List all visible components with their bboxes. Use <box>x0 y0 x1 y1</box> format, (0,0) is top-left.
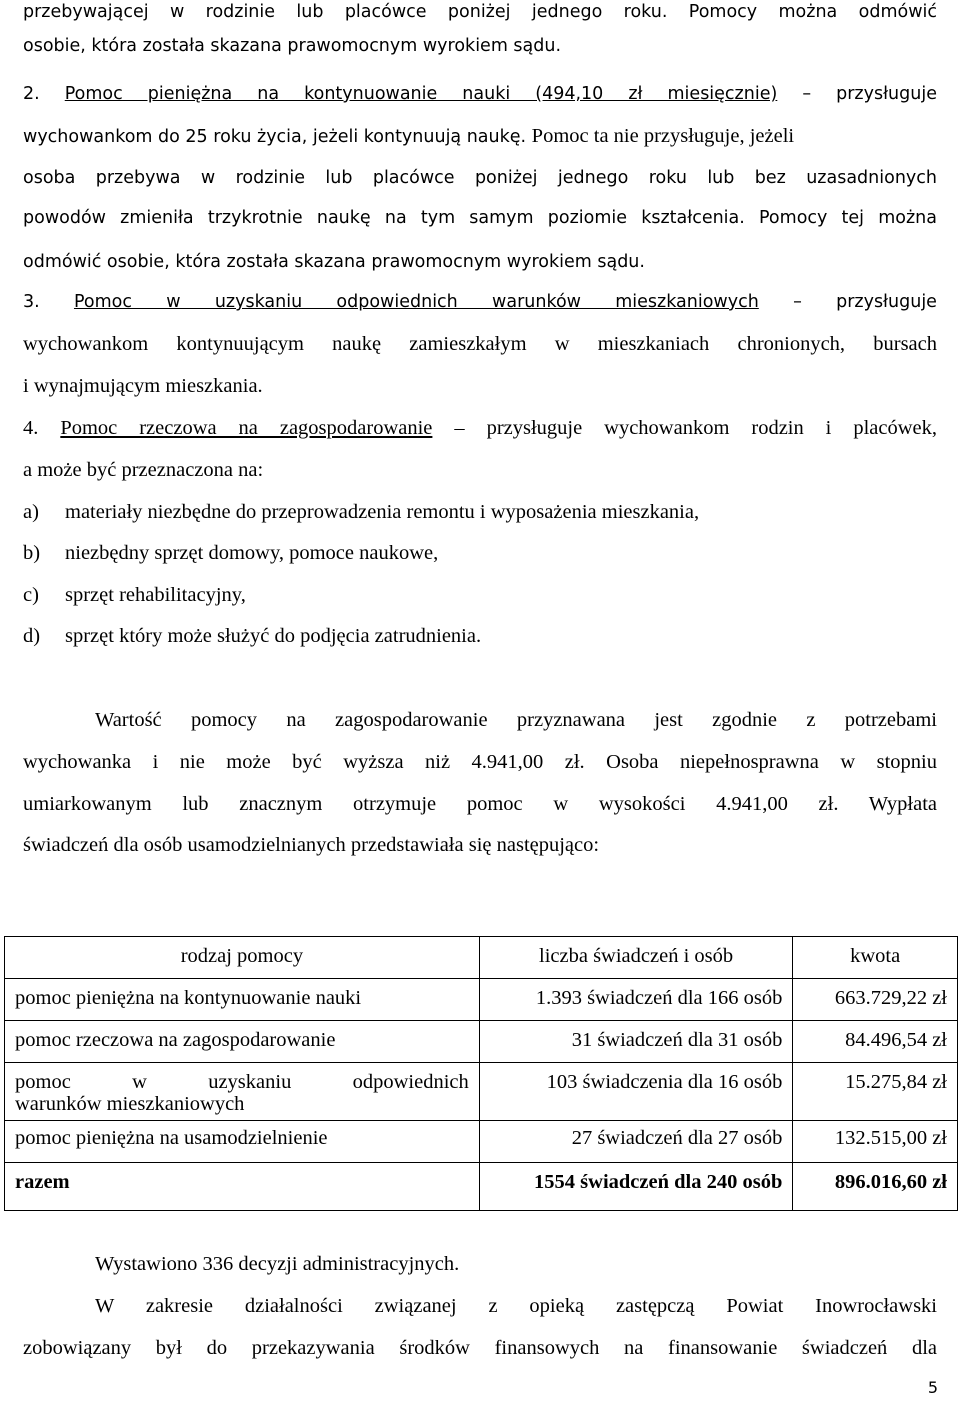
total-amount: 896.016,60 zł <box>793 1163 958 1211</box>
text-line: świadczeń dla osób usamodzielnianych przedstawiała się następująco: <box>23 834 600 856</box>
cell-line: warunków mieszkaniowych <box>15 1093 245 1115</box>
table-cell: pomoc pieniężna na usamodzielnienie <box>5 1121 480 1163</box>
text-line: i wynajmującym mieszkania. <box>23 375 263 397</box>
list-item <box>23 541 438 565</box>
list-marker: a) <box>23 501 39 523</box>
table-row <box>5 1063 958 1121</box>
em-dash: – <box>454 417 465 439</box>
text-segment: Pomoc ta nie przysługuje, jeżeli <box>531 125 795 147</box>
list-item <box>23 500 699 524</box>
table-cell: pomoc pieniężna na kontynuowanie nauki <box>5 979 480 1021</box>
table-cell: 84.496,54 zł <box>793 1021 958 1063</box>
list-marker: c) <box>23 584 39 606</box>
table-row <box>5 1121 958 1163</box>
table-row <box>5 979 958 1021</box>
item-number: 3. <box>23 292 40 312</box>
table-cell: 132.515,00 zł <box>793 1121 958 1163</box>
item-4-line <box>23 416 937 440</box>
text-line: wychowanka i nie może być wyższa niż 4.941,00 zł. Osoba niepełnosprawna w stopniu <box>23 751 937 773</box>
table-cell: 27 świadczeń dla 27 osób <box>479 1121 793 1163</box>
text-segment: wychowankom do 25 roku życia, jeżeli kontynuują naukę. <box>23 127 527 147</box>
item-3-line <box>23 290 937 314</box>
item-text: przysługuje wychowankom rodzin i placówek, <box>486 417 938 439</box>
table-row <box>5 1021 958 1063</box>
table-cell <box>5 1063 480 1121</box>
column-header: kwota <box>793 937 958 979</box>
table-cell: 31 świadczeń dla 31 osób <box>479 1021 793 1063</box>
text-line: umiarkowanym lub znacznym otrzymuje pomoc w wysokości 4.941,00 zł. Wypłata <box>23 793 937 815</box>
list-text: sprzęt który może służyć do podjęcia zatrudnienia. <box>65 625 482 647</box>
text-line: powodów zmieniła trzykrotnie naukę na tym samym poziomie kształcenia. Pomocy tej można <box>23 208 937 228</box>
list-text: materiały niezbędne do przeprowadzenia remontu i wyposażenia mieszkania, <box>65 501 700 523</box>
total-label: razem <box>5 1163 480 1211</box>
list-marker: d) <box>23 625 41 647</box>
text-line: odmówić osobie, która została skazana prawomocnym wyrokiem sądu. <box>23 252 645 272</box>
text-line: Wystawiono 336 decyzji administracyjnych. <box>95 1253 460 1275</box>
text-line: wychowankom kontynuującym naukę zamieszkałym w mieszkaniach chronionych, bursach <box>23 333 937 355</box>
list-item <box>23 624 481 648</box>
item-2-title: Pomoc pieniężna na kontynuowanie nauki (494,10 zł miesięcznie) <box>64 84 778 104</box>
table-total-row <box>5 1163 958 1211</box>
total-count: 1554 świadczeń dla 240 osób <box>479 1163 793 1211</box>
text-line: W zakresie działalności związanej z opieką zastępczą Powiat Inowrocławski <box>95 1295 937 1317</box>
table-header-row <box>5 937 958 979</box>
text-line: osobie, która została skazana prawomocnym wyrokiem sądu. <box>23 36 562 56</box>
text-line: Wartość pomocy na zagospodarowanie przyznawana jest zgodnie z potrzebami <box>95 709 937 731</box>
list-text: sprzęt rehabilitacyjny, <box>65 584 246 606</box>
item-3-title: Pomoc w uzyskaniu odpowiednich warunków mieszkaniowych <box>73 292 759 312</box>
em-dash: – <box>802 84 812 104</box>
page-number: 5 <box>927 1378 938 1397</box>
list-item <box>23 583 246 607</box>
column-header: liczba świadczeń i osób <box>479 937 793 979</box>
item-text: przysługuje <box>836 84 937 104</box>
table-cell: 103 świadczenia dla 16 osób <box>479 1063 793 1121</box>
em-dash: – <box>793 292 802 312</box>
text-line: a może być przeznaczona na: <box>23 459 264 481</box>
table-cell: pomoc rzeczowa na zagospodarowanie <box>5 1021 480 1063</box>
text-line: przebywającej w rodzinie lub placówce poniżej jednego roku. Pomocy można odmówić <box>23 2 937 22</box>
list-text: niezbędny sprzęt domowy, pomoce naukowe, <box>65 542 439 564</box>
table-cell: 15.275,84 zł <box>793 1063 958 1121</box>
list-marker: b) <box>23 542 41 564</box>
benefits-table <box>4 936 958 1211</box>
item-text: przysługuje <box>836 292 937 312</box>
text-line: osoba przebywa w rodzinie lub placówce poniżej jednego roku lub bez uzasadnionych <box>23 168 937 188</box>
cell-line: pomoc w uzyskaniu odpowiednich <box>15 1071 469 1093</box>
text-line <box>23 124 937 149</box>
item-4-title: Pomoc rzeczowa na zagospodarowanie <box>60 417 433 439</box>
column-header: rodzaj pomocy <box>5 937 480 979</box>
item-2-line <box>23 82 937 106</box>
item-number: 2. <box>23 84 40 104</box>
table-cell: 663.729,22 zł <box>793 979 958 1021</box>
table-cell: 1.393 świadczeń dla 166 osób <box>479 979 793 1021</box>
item-number: 4. <box>23 417 39 439</box>
text-line: zobowiązany był do przekazywania środków finansowych na finansowanie świadczeń dla <box>23 1337 937 1359</box>
